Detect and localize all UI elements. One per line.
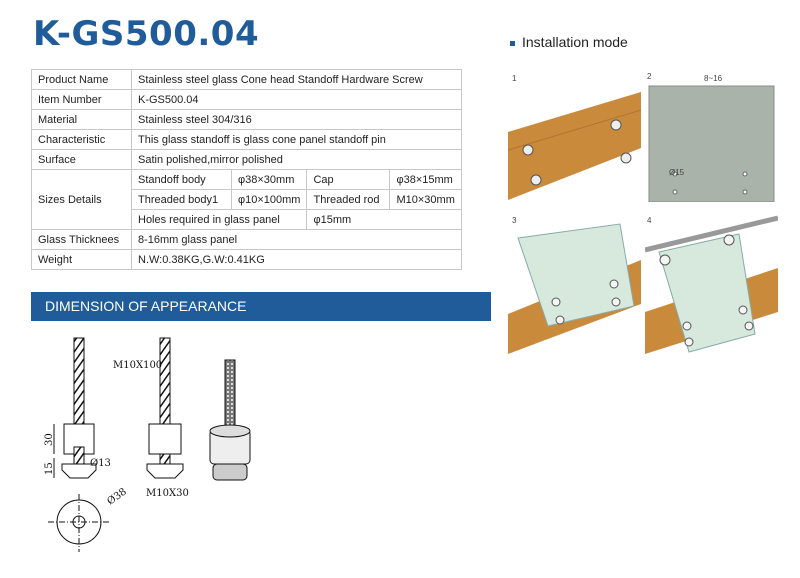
thread-top-label: M10X100 [113, 360, 163, 371]
dimension-banner-text: DIMENSION OF APPEARANCE [45, 298, 247, 314]
installation-heading [510, 34, 628, 50]
dimension-drawing [30, 330, 290, 575]
weight-label: Weight [32, 250, 132, 270]
height-15-label: 15 [44, 462, 55, 475]
standoff-body-label: Standoff body [132, 170, 232, 190]
panel-2-number: 2 [647, 72, 652, 81]
threaded-rod-label: Threaded rod [307, 190, 390, 210]
surface-label: Surface [32, 150, 132, 170]
sizes-label: Sizes Details [32, 170, 132, 230]
table-row [32, 70, 462, 90]
panel-1-illustration [508, 70, 641, 202]
item-number-value: K-GS500.04 [132, 90, 462, 110]
holes-value: φ15mm [307, 210, 462, 230]
weight-value: N.W:0.38KG,G.W:0.41KG [132, 250, 462, 270]
glass-thickness-label: Glass Thicknees [32, 230, 132, 250]
material-value: Stainless steel 304/316 [132, 110, 462, 130]
characteristic-label: Characteristic [32, 130, 132, 150]
threaded-rod-value: M10×30mm [390, 190, 462, 210]
table-row [32, 250, 462, 270]
panel-2-illustration [645, 70, 778, 202]
table-row [32, 150, 462, 170]
table-row [32, 130, 462, 150]
table-row [32, 170, 462, 190]
threaded-body-value: φ10×100mm [232, 190, 307, 210]
holes-label: Holes required in glass panel [132, 210, 307, 230]
panel-4-number: 4 [647, 216, 652, 225]
side-view [147, 338, 183, 478]
thickness-label: 8~16 [704, 74, 723, 83]
characteristic-value: This glass standoff is glass cone panel standoff pin [132, 130, 462, 150]
glass-thickness-value: 8-16mm glass panel [132, 230, 462, 250]
panel-4-illustration [645, 212, 778, 354]
panel-3-number: 3 [512, 216, 517, 225]
bullet-icon [510, 41, 515, 46]
table-row [32, 90, 462, 110]
diameter-13-label: Ø13 [90, 458, 111, 469]
front-view [54, 338, 96, 478]
threaded-body-label: Threaded body1 [132, 190, 232, 210]
cap-label: Cap [307, 170, 390, 190]
install-panel-4 [645, 212, 778, 354]
dimension-banner [31, 292, 491, 321]
standoff-body-value: φ38×30mm [232, 170, 307, 190]
panel-1-number: 1 [512, 74, 517, 83]
hole-label: Ø15 [669, 168, 685, 177]
thread-bottom-label: M10X30 [146, 488, 189, 499]
diameter-38-label: Ø38 [105, 486, 129, 508]
install-panel-2 [645, 70, 778, 202]
panel-3-illustration [508, 212, 641, 354]
product-name-value: Stainless steel glass Cone head Standoff Hardware Screw [132, 70, 462, 90]
install-panel-3 [508, 212, 641, 354]
surface-value: Satin polished,mirror polished [132, 150, 462, 170]
cap-value: φ38×15mm [390, 170, 462, 190]
product-name-label: Product Name [32, 70, 132, 90]
spec-table [31, 69, 462, 270]
installation-title: Installation mode [522, 34, 628, 50]
top-view [48, 494, 110, 552]
table-row [32, 230, 462, 250]
page-title: K-GS500.04 [33, 14, 260, 54]
height-30-label: 30 [44, 433, 55, 446]
item-number-label: Item Number [32, 90, 132, 110]
material-label: Material [32, 110, 132, 130]
3d-view [210, 360, 250, 480]
table-row [32, 110, 462, 130]
install-panel-1 [508, 70, 641, 202]
